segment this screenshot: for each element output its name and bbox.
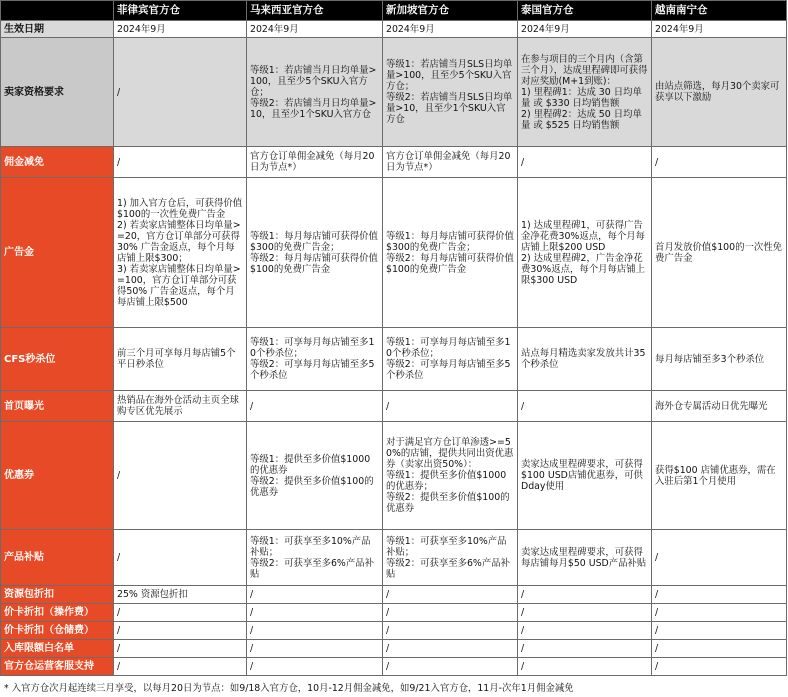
cell-philippines: / (114, 530, 247, 586)
col-header-malaysia: 马来西亚官方仓 (247, 1, 383, 21)
row-label: 价卡折扣（仓储费） (1, 622, 114, 640)
cell-thailand: / (518, 640, 652, 658)
cell-singapore: / (383, 391, 518, 422)
header-corner (1, 1, 114, 21)
cell-singapore: 等级1：每月每店铺可获得价值$300的免费广告金； 等级2：每月每店铺可获得价值$100的免费广告金 (383, 178, 518, 328)
cell-vietnam-nanning: / (652, 604, 787, 622)
cell-vietnam-nanning: / (652, 586, 787, 604)
cell-vietnam-nanning: 获得$100 店铺优惠券，需在入驻后第1个月使用 (652, 422, 787, 530)
row-rate-card-storage (1, 622, 787, 640)
footnote: * 入官方仓次月起连续三月享受，以每月20日为节点：如9/18入官方仓，10月-12月佣金减免，如9/21入官方仓，11月-次年1月佣金减免 (4, 683, 574, 694)
row-product-subsidy (1, 530, 787, 586)
cell-malaysia: / (247, 640, 383, 658)
col-header-thailand: 泰国官方仓 (518, 1, 652, 21)
row-vouchers (1, 422, 787, 530)
cell-singapore: / (383, 622, 518, 640)
cell-vietnam-nanning: / (652, 530, 787, 586)
cell-thailand: / (518, 391, 652, 422)
row-effective-date (1, 21, 787, 38)
row-label: 卖家资格要求 (1, 38, 114, 147)
row-label: 官方仓运营客服支持 (1, 658, 114, 676)
cell-singapore: 官方仓订单佣金减免（每月20日为节点*） (383, 147, 518, 178)
row-seller-eligibility (1, 38, 787, 147)
cell-singapore: 等级1：可享每月每店铺至多10个秒杀位； 等级2：可享每月每店铺至多5个秒杀位 (383, 328, 518, 391)
col-header-vietnam-nanning: 越南南宁仓 (652, 1, 787, 21)
cell-singapore: / (383, 658, 518, 676)
row-resource-pack-discount (1, 586, 787, 604)
cell-thailand: 卖家达成里程碑要求，可获得每店铺每月$50 USD产品补贴 (518, 530, 652, 586)
cell-vietnam-nanning: 海外仓专属活动日优先曝光 (652, 391, 787, 422)
row-ops-support (1, 658, 787, 676)
row-cfs-flash-sale (1, 328, 787, 391)
cell-thailand: / (518, 658, 652, 676)
cell-malaysia: 等级1：可获享至多10%产品补贴； 等级2：可获享至多6%产品补贴 (247, 530, 383, 586)
cell-thailand: 站点每月精选卖家发放共计35个秒杀位 (518, 328, 652, 391)
cell-malaysia: 等级1：可享每月每店铺至多10个秒杀位； 等级2：可享每月每店铺至多5个秒杀位 (247, 328, 383, 391)
cell-vietnam-nanning: 每月每店铺至多3个秒杀位 (652, 328, 787, 391)
cell-singapore: 等级1：若店铺当月SLS日均单量>100，且至少5个SKU入官方仓； 等级2：若店铺当月SLS日均单量>10，且至少1个SKU入官方仓 (383, 38, 518, 147)
row-label: 佣金减免 (1, 147, 114, 178)
col-header-philippines: 菲律宾官方仓 (114, 1, 247, 21)
cell-singapore: / (383, 640, 518, 658)
row-label: CFS秒杀位 (1, 328, 114, 391)
col-header-singapore: 新加坡官方仓 (383, 1, 518, 21)
row-inbound-whitelist (1, 640, 787, 658)
cell-philippines: / (114, 604, 247, 622)
cell-malaysia: / (247, 622, 383, 640)
cell-thailand: / (518, 147, 652, 178)
cell-philippines: / (114, 622, 247, 640)
cell-vietnam-nanning: / (652, 147, 787, 178)
cell-vietnam-nanning: / (652, 622, 787, 640)
row-homepage-exposure (1, 391, 787, 422)
row-label: 入库限额白名单 (1, 640, 114, 658)
cell-malaysia: / (247, 586, 383, 604)
row-label: 首页曝光 (1, 391, 114, 422)
cell-thailand: 2024年9月 (518, 21, 652, 38)
cell-philippines: / (114, 147, 247, 178)
cell-thailand: / (518, 622, 652, 640)
cell-singapore: 对于满足官方仓订单渗透>=50%的店铺，提供共同出资优惠券（卖家出资50%）： 等级1：提供至多价值$1000的优惠券； 等级2：提供至多价值$100的优惠券 (383, 422, 518, 530)
row-label: 资源包折扣 (1, 586, 114, 604)
cell-vietnam-nanning: / (652, 658, 787, 676)
cell-malaysia: 等级1：每月每店铺可获得价值$300的免费广告金； 等级2：每月每店铺可获得价值$100的免费广告金 (247, 178, 383, 328)
cell-malaysia: 等级1：提供至多价值$1000的优惠券 等级2：提供至多价值$100的优惠券 (247, 422, 383, 530)
cell-philippines: 1) 加入官方仓后，可获得价值$100的一次性免费广告金 2) 若卖家店铺整体日均单量>=20，官方仓订单部分可获得30% 广告金返点，每个月每店铺上限$300； 3) 若卖家店铺整体日均单量>=100，官方仓订单部分可获得50% 广告金返点，每个月每店铺上限$500 (114, 178, 247, 328)
cell-singapore: / (383, 586, 518, 604)
cell-philippines: 25% 资源包折扣 (114, 586, 247, 604)
cell-malaysia: 等级1：若店铺当月日均单量>100，且至少5个SKU入官方仓； 等级2：若店铺当月日均单量>10，且至少1个SKU入官方仓 (247, 38, 383, 147)
cell-thailand: / (518, 604, 652, 622)
cell-vietnam-nanning: 2024年9月 (652, 21, 787, 38)
cell-malaysia: / (247, 604, 383, 622)
cell-philippines: 热销品在海外仓活动主页全球购专区优先展示 (114, 391, 247, 422)
row-label: 价卡折扣（操作费） (1, 604, 114, 622)
cell-singapore: / (383, 604, 518, 622)
cell-philippines: / (114, 422, 247, 530)
cell-philippines: / (114, 38, 247, 147)
row-label: 产品补贴 (1, 530, 114, 586)
cell-vietnam-nanning: / (652, 640, 787, 658)
cell-malaysia: / (247, 391, 383, 422)
row-label: 广告金 (1, 178, 114, 328)
cell-thailand: 在参与项目的三个月内（含第三个月），达成里程碑即可获得对应奖励(M+1到账)： 1) 里程碑1：达成 30 日均单量 或 $330 日均销售额 2) 里程碑2：达成 50 日均单量 或 $525 日均销售额 (518, 38, 652, 147)
cell-philippines: / (114, 640, 247, 658)
cell-malaysia: 2024年9月 (247, 21, 383, 38)
cell-vietnam-nanning: 由站点筛选，每月30个卖家可获享以下激励 (652, 38, 787, 147)
cell-thailand: / (518, 586, 652, 604)
row-commission-waiver (1, 147, 787, 178)
cell-malaysia: / (247, 658, 383, 676)
row-label: 生效日期 (1, 21, 114, 38)
cell-singapore: 等级1：可获享至多10%产品补贴； 等级2：可获享至多6%产品补贴 (383, 530, 518, 586)
cell-vietnam-nanning: 首月发放价值$100的一次性免费广告金 (652, 178, 787, 328)
cell-malaysia: 官方仓订单佣金减免（每月20日为节点*） (247, 147, 383, 178)
cell-philippines: 2024年9月 (114, 21, 247, 38)
cell-thailand: 卖家达成里程碑要求，可获得$100 USD店铺优惠券，可供Dday使用 (518, 422, 652, 530)
cell-singapore: 2024年9月 (383, 21, 518, 38)
cell-philippines: / (114, 658, 247, 676)
row-label: 优惠券 (1, 422, 114, 530)
cell-thailand: 1) 达成里程碑1，可获得广告金净花费30%返点，每个月每店铺上限$200 USD 2) 达成里程碑2，广告金净花费30%返点，每个月每店铺上限$300 USD (518, 178, 652, 328)
cell-philippines: 前三个月可享每月每店铺5个平日秒杀位 (114, 328, 247, 391)
row-rate-card-operation (1, 604, 787, 622)
row-ad-credit (1, 178, 787, 328)
